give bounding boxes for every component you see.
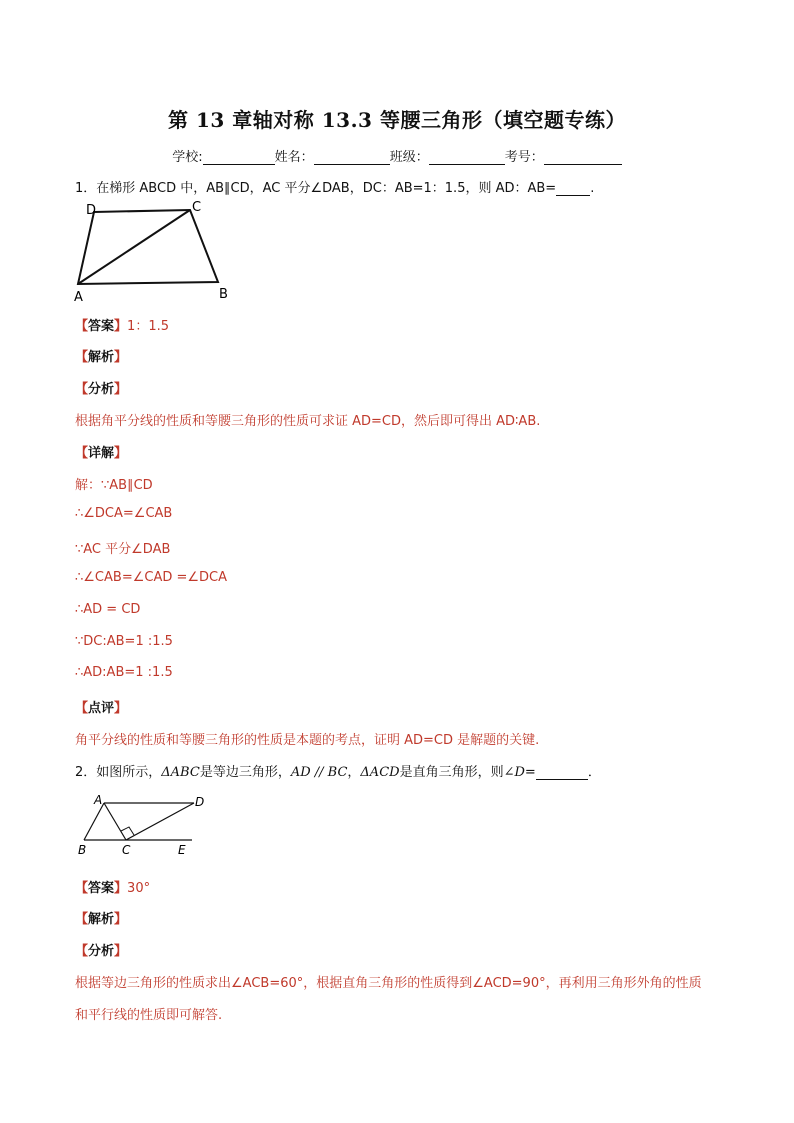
q1-step-4: ∴∠CAB=∠CAD =∠DCA xyxy=(75,570,228,585)
q2-text: 2．如图所示，ΔABC是等边三角形，AD // BC，ΔACD是直角三角形，则∠D= ． xyxy=(75,765,601,780)
school-blank[interactable] xyxy=(203,150,275,165)
q1-text: 1．在梯形 ABCD 中，AB∥CD，AC 平分∠DAB，DC：AB=1：1.5，则 AD：AB= . xyxy=(75,181,595,196)
class-label: 班级： xyxy=(389,150,429,165)
name-label: 姓名： xyxy=(274,150,314,165)
label-b2: B xyxy=(78,843,87,857)
q1-fenxi-text: 根据角平分线的性质和等腰三角形的性质可求证 AD=CD，然后即可得出 AD∶AB. xyxy=(75,414,541,429)
student-info-line xyxy=(0,146,794,165)
q2-fenxi-line-2: 和平行线的性质即可解答. xyxy=(75,1008,223,1023)
segment-ac xyxy=(104,803,126,840)
q1-comment-text: 角平分线的性质和等腰三角形的性质是本题的考点，证明 AD=CD 是解题的关键. xyxy=(75,733,540,748)
exam-blank[interactable] xyxy=(544,150,622,165)
name-blank[interactable] xyxy=(314,150,390,165)
label-d: D xyxy=(86,203,97,218)
q1-step-6: ∵DC:AB=1 :1.5 xyxy=(75,634,173,649)
label-a: A xyxy=(74,290,83,305)
q2-answer-blank xyxy=(536,767,588,780)
label-a2: A xyxy=(94,793,103,807)
school-label: 学校: xyxy=(172,150,203,165)
label-d2: D xyxy=(195,795,205,809)
label-c: C xyxy=(192,200,202,215)
exam-label: 考号： xyxy=(504,150,544,165)
q1-fenxi-tag: 【分析】 xyxy=(75,382,128,397)
q1-detail-tag: 【详解】 xyxy=(75,446,128,461)
q1-answer-blank xyxy=(556,183,590,196)
q2-fenxi-tag: 【分析】 xyxy=(75,944,128,959)
q2-answer-line: 【答案】30° xyxy=(75,881,151,896)
q1-answer-line: 【答案】1：1.5 xyxy=(75,319,169,334)
diagonal-ac xyxy=(78,210,190,284)
q2-fenxi-line-1: 根据等边三角形的性质求出∠ACB=60°，根据直角三角形的性质得到∠ACD=90°，再利用三角形外角的性质 xyxy=(75,976,702,991)
q1-answer: 1：1.5 xyxy=(127,319,169,334)
q1-step-2: ∴∠DCA=∠CAB xyxy=(75,506,173,521)
class-blank[interactable] xyxy=(429,150,505,165)
segment-cd xyxy=(126,803,194,840)
q1-trapezoid-figure xyxy=(72,198,237,308)
trapezoid-outline xyxy=(78,210,218,284)
q1-analysis-tag: 【解析】 xyxy=(75,350,128,365)
q2-analysis-tag: 【解析】 xyxy=(75,912,128,927)
q2-triangle-figure xyxy=(74,790,214,862)
q2-answer: 30° xyxy=(127,881,151,896)
segment-ab xyxy=(84,803,104,840)
label-b: B xyxy=(219,287,228,302)
q1-comment-tag: 【点评】 xyxy=(75,701,128,716)
page-title: 第 13 章轴对称 13.3 等腰三角形（填空题专练） xyxy=(168,108,626,132)
label-c2: C xyxy=(122,843,131,857)
q1-step-3: ∵AC 平分∠DAB xyxy=(75,542,171,557)
q1-step-5: ∴AD = CD xyxy=(75,602,141,617)
q1-step-7: ∴AD:AB=1 :1.5 xyxy=(75,665,173,680)
q1-step-1: 解：∵AB∥CD xyxy=(75,478,153,493)
label-e2: E xyxy=(178,843,186,857)
